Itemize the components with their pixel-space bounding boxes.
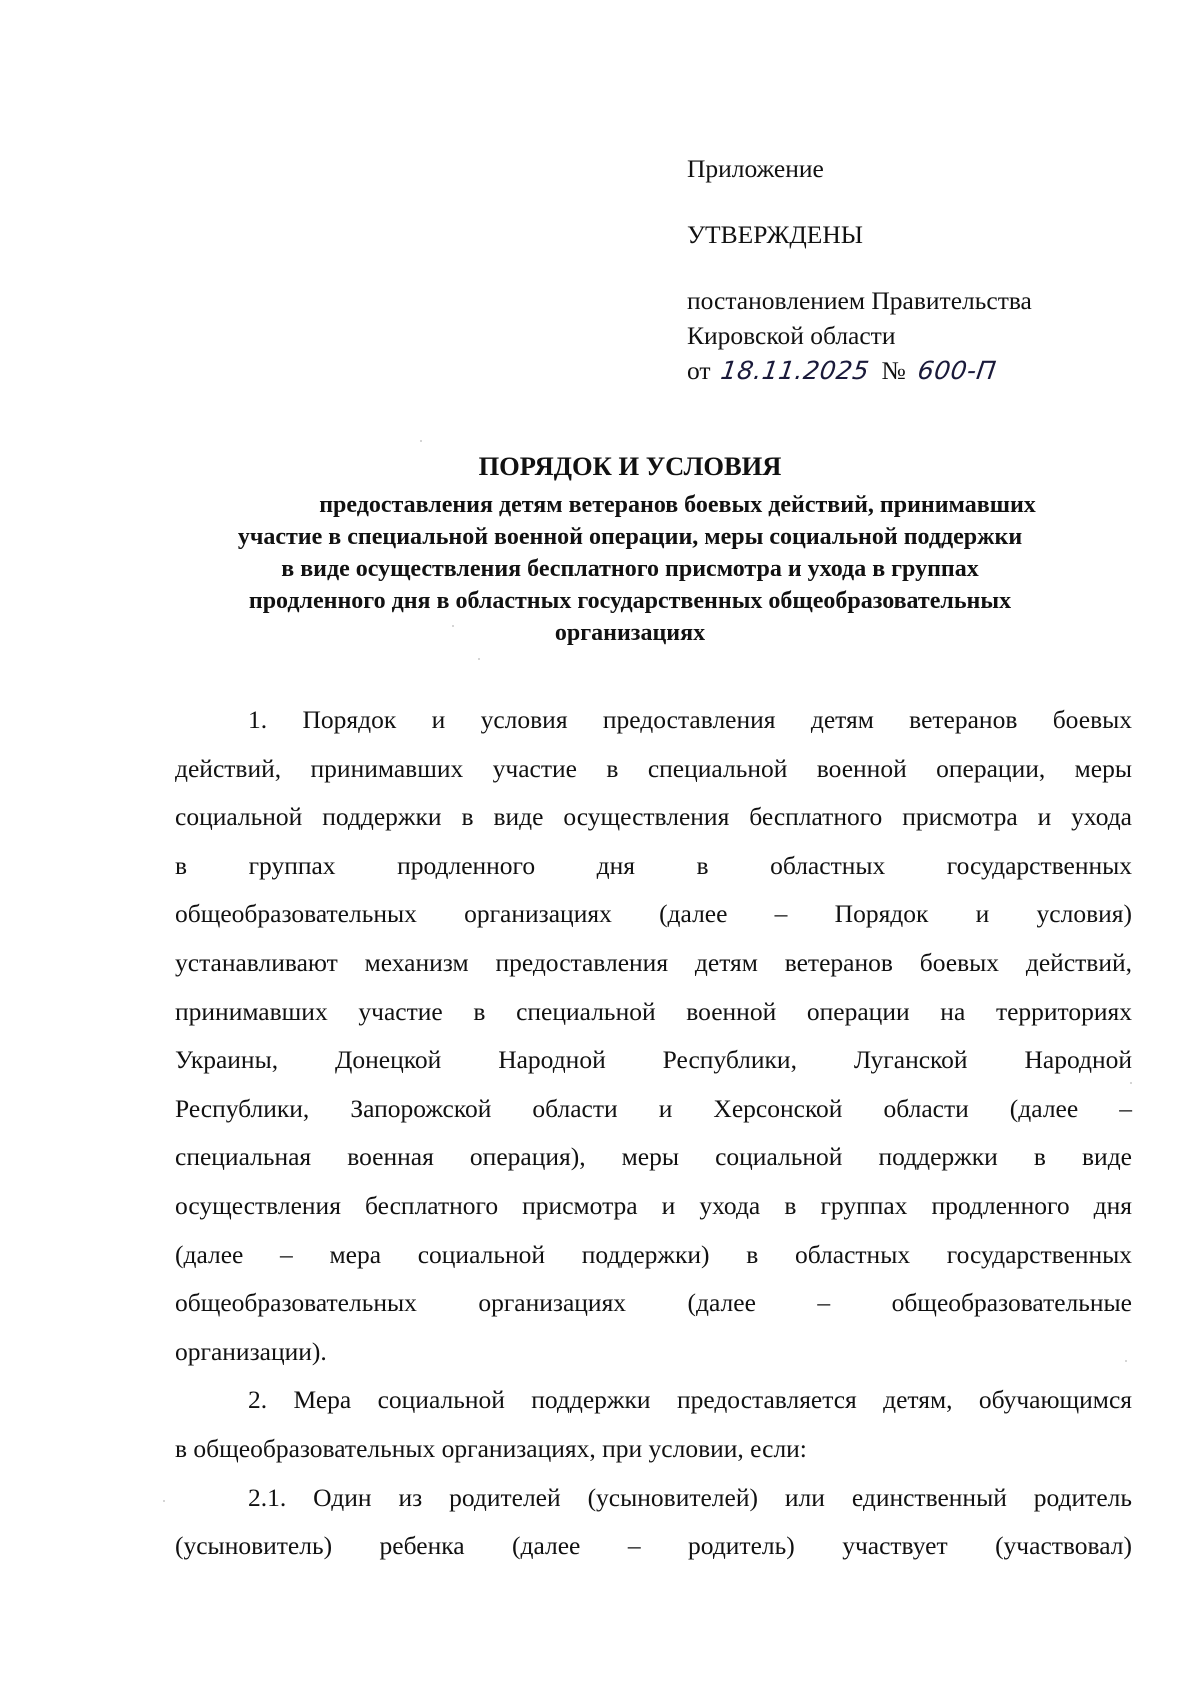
scan-speck <box>420 440 422 442</box>
title-line: предоставления детям ветеранов боевых действий, принимавших <box>319 492 1036 518</box>
paragraph-line: Республики, Запорожской области и Херсонской области (далее – <box>175 1093 1132 1123</box>
decree-line-1: постановлением Правительства <box>687 286 1032 315</box>
paragraph-line: в группах продленного дня в областных государственных <box>175 850 1132 880</box>
paragraph-line: 1. Порядок и условия предоставления детям ветеранов боевых <box>248 705 1132 734</box>
handwritten-number: 600-П <box>916 356 999 385</box>
number-sign: № <box>881 356 906 385</box>
paragraph-line: 2. Мера социальной поддержки предоставляется детям, обучающимся <box>248 1385 1132 1415</box>
paragraph-line: Украины, Донецкой Народной Республики, Луганской Народной <box>175 1045 1132 1075</box>
date-prefix: от <box>687 356 711 385</box>
paragraph-line: осуществления бесплатного присмотра и ухода в группах продленного дня <box>175 1190 1132 1220</box>
paragraph-line: в общеобразовательных организациях, при условии, если: <box>175 1433 807 1463</box>
title-line: в виде осуществления бесплатного присмотра и ухода в группах <box>281 556 979 582</box>
paragraph-line: устанавливают механизм предоставления детям ветеранов боевых действий, <box>175 947 1132 977</box>
paragraph-line: принимавших участие в специальной военной операции на территориях <box>175 996 1132 1026</box>
handwritten-date: 18.11.2025 <box>718 356 872 385</box>
approved-label: УТВЕРЖДЕНЫ <box>687 220 863 249</box>
title-line: организациях <box>554 620 706 646</box>
paragraph-line: социальной поддержки в виде осуществления бесплатного присмотра и ухода <box>175 802 1132 832</box>
title-subtitle <box>180 489 1080 649</box>
paragraph-line: общеобразовательных организациях (далее – общеобразовательные <box>175 1288 1132 1318</box>
scan-speck <box>1130 1082 1132 1084</box>
scan-speck <box>478 658 480 660</box>
title-line: участие в специальной военной операции, меры социальной поддержки <box>237 524 1023 550</box>
paragraph-line: организации). <box>175 1336 327 1366</box>
title-line: продленного дня в областных государственных общеобразовательных <box>248 588 1012 614</box>
document-body <box>175 696 1132 1571</box>
scan-speck <box>1125 1360 1127 1362</box>
scan-speck <box>452 625 454 627</box>
decree-line-2: Кировской области <box>687 321 896 350</box>
decree-date-line <box>687 352 999 389</box>
paragraph-line: (усыновитель) ребенка (далее – родитель) участвует (участвовал) <box>175 1531 1132 1561</box>
paragraph-line: специальная военная операция), меры социальной поддержки в виде <box>175 1142 1132 1172</box>
paragraph-line: общеобразовательных организациях (далее – Порядок и условия) <box>175 899 1132 929</box>
title-main: ПОРЯДОК И УСЛОВИЯ <box>478 451 782 481</box>
paragraph-line: 2.1. Один из родителей (усыновителей) или единственный родитель <box>248 1482 1132 1512</box>
appendix-label: Приложение <box>687 154 824 183</box>
paragraph-line: (далее – мера социальной поддержки) в областных государственных <box>175 1239 1132 1269</box>
scan-speck <box>163 1500 165 1502</box>
paragraph-line: действий, принимавших участие в специальной военной операции, меры <box>175 753 1132 783</box>
